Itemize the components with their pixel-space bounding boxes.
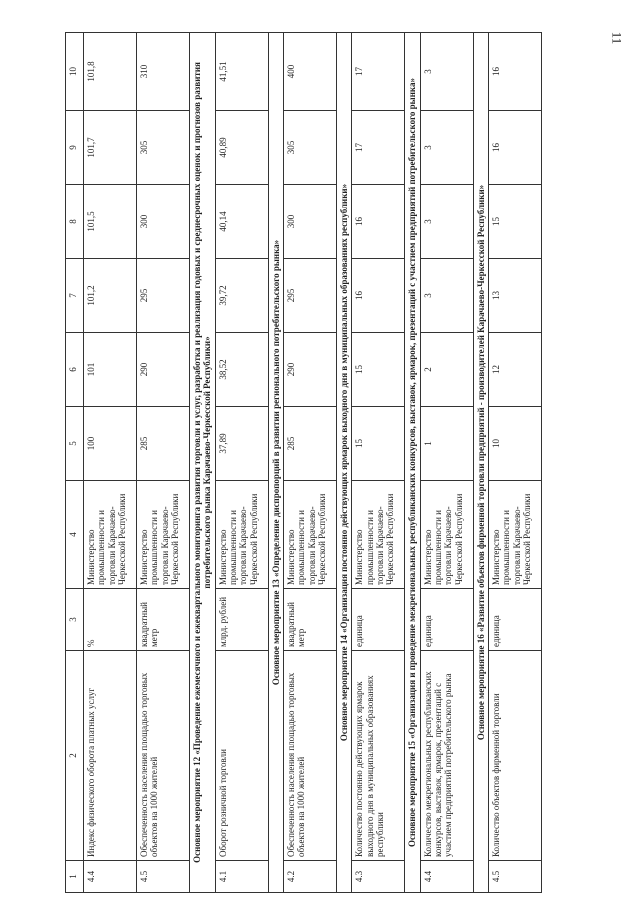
table-cell: единица: [352, 589, 405, 651]
table-cell: 101: [84, 333, 137, 407]
table-cell: 101,8: [84, 33, 137, 111]
table-cell: 39,72: [215, 259, 268, 333]
table-cell: 4.5: [489, 861, 542, 893]
table-row: [420, 33, 473, 893]
column-header: 10: [66, 33, 84, 111]
column-header: 1: [66, 861, 84, 893]
table-cell: 12: [489, 333, 542, 407]
table-cell: Министерство промышленности и торговли Карачаево-Черкесской Республики: [215, 481, 268, 589]
table-body: [84, 33, 542, 893]
table-cell: 285: [137, 407, 190, 481]
table-cell: 300: [284, 185, 337, 259]
table-cell: 41,51: [215, 33, 268, 111]
table-cell: 295: [284, 259, 337, 333]
table-cell: 17: [352, 33, 405, 111]
table-cell: квадратный метр: [284, 589, 337, 651]
table-cell: 40,89: [215, 111, 268, 185]
table-cell: млрд. рублей: [215, 589, 268, 651]
table-cell: 37,89: [215, 407, 268, 481]
table-cell: 40,14: [215, 185, 268, 259]
section-title: Основное мероприятие 13 «Определение диспропорций в развитии регионального потребительского рынка»: [268, 33, 283, 893]
section-title: Основное мероприятие 16 «Развитие объектов фирменной торговли предприятий - производителей Карачаево-Черкесской Республики»: [473, 33, 488, 893]
table-cell: 3: [420, 111, 473, 185]
table-cell: 16: [489, 111, 542, 185]
table-cell: 305: [284, 111, 337, 185]
table-cell: 15: [352, 333, 405, 407]
table-cell: 101,5: [84, 185, 137, 259]
table-cell: 17: [352, 111, 405, 185]
table-cell: Обеспеченность населения площадью торговых объектов на 1000 жителей: [284, 651, 337, 861]
table-cell: 310: [137, 33, 190, 111]
table-cell: 400: [284, 33, 337, 111]
table-cell: 15: [352, 407, 405, 481]
table-cell: 16: [489, 33, 542, 111]
table-cell: Министерство промышленности и торговли Карачаево-Черкесской Республики: [84, 481, 137, 589]
table-cell: квадратный метр: [137, 589, 190, 651]
table-cell: 4.3: [352, 861, 405, 893]
table-cell: %: [84, 589, 137, 651]
column-header: 8: [66, 185, 84, 259]
table-cell: Количество межрегиональных республиканских конкурсов, выставок, ярмарок, презентаций с участием предприятий потребительского рынка: [420, 651, 473, 861]
table-row: [215, 33, 268, 893]
table-cell: 305: [137, 111, 190, 185]
table-cell: 15: [489, 185, 542, 259]
table-cell: Оборот розничной торговли: [215, 651, 268, 861]
table-cell: 2: [420, 333, 473, 407]
section-title: Основное мероприятие 15 «Организация и проведение межрегиональных республиканских конкурсов, выставок, ярмарок, презентаций с участием предприятий потребительского рынка»: [405, 33, 420, 893]
section-row: [337, 33, 352, 893]
section-row: [268, 33, 283, 893]
table-cell: Количество объектов фирменной торговли: [489, 651, 542, 861]
table-cell: 1: [420, 407, 473, 481]
table-cell: 295: [137, 259, 190, 333]
table-cell: Количество постоянно действующих ярмарок выходного дня в муниципальных образованиях республики: [352, 651, 405, 861]
section-row: [190, 33, 216, 893]
table-cell: 290: [284, 333, 337, 407]
table-cell: Министерство промышленности и торговли Карачаево-Черкесской Республики: [284, 481, 337, 589]
table-row: [489, 33, 542, 893]
table-cell: Министерство промышленности и торговли Карачаево-Черкесской Республики: [352, 481, 405, 589]
table-cell: 13: [489, 259, 542, 333]
column-header: 6: [66, 333, 84, 407]
table-row: [284, 33, 337, 893]
section-row: [473, 33, 488, 893]
table-cell: единица: [489, 589, 542, 651]
table-cell: Министерство промышленности и торговли Карачаево-Черкесской Республики: [489, 481, 542, 589]
table-cell: 100: [84, 407, 137, 481]
column-header: 9: [66, 111, 84, 185]
table-cell: единица: [420, 589, 473, 651]
indicators-table: [65, 32, 542, 893]
table-cell: 3: [420, 259, 473, 333]
table-row: [84, 33, 137, 893]
header-row: [66, 33, 84, 893]
table-cell: Министерство промышленности и торговли Карачаево-Черкесской Республики: [137, 481, 190, 589]
column-header: 5: [66, 407, 84, 481]
rotated-table-wrapper: [65, 23, 585, 893]
column-header: 2: [66, 651, 84, 861]
table-cell: 16: [352, 185, 405, 259]
table-cell: Обеспеченность населения площадью торговых объектов на 1000 жителей: [137, 651, 190, 861]
table-row: [137, 33, 190, 893]
table-cell: 290: [137, 333, 190, 407]
table-cell: Индекс физического оборота платных услуг: [84, 651, 137, 861]
table-cell: 4.5: [137, 861, 190, 893]
table-row: [352, 33, 405, 893]
column-header: 3: [66, 589, 84, 651]
table-cell: 101,2: [84, 259, 137, 333]
table-cell: 4.4: [420, 861, 473, 893]
table-cell: 3: [420, 185, 473, 259]
table-cell: 285: [284, 407, 337, 481]
table-cell: 4.1: [215, 861, 268, 893]
section-row: [405, 33, 420, 893]
table-cell: 300: [137, 185, 190, 259]
table-cell: Министерство промышленности и торговли Карачаево-Черкесской Республики: [420, 481, 473, 589]
table-cell: 4.2: [284, 861, 337, 893]
table-cell: 3: [420, 33, 473, 111]
column-header: 4: [66, 481, 84, 589]
column-header: 7: [66, 259, 84, 333]
table-cell: 10: [489, 407, 542, 481]
table-cell: 4.4: [84, 861, 137, 893]
table-cell: 101,7: [84, 111, 137, 185]
table-cell: 16: [352, 259, 405, 333]
section-title: Основное мероприятие 14 «Организация постоянно действующих ярмарок выходного дня в муниципальных образованиях республики»: [337, 33, 352, 893]
section-title: Основное мероприятие 12 «Проведение ежемесячного и ежеквартального мониторинга развития торговли и услуг, разработка и реализация годовых и среднесрочных оценок и прогнозов развития потребительского рынка Карачаево-Черкесской Республики»: [190, 33, 216, 893]
table-cell: 38,52: [215, 333, 268, 407]
page-number: 11: [609, 31, 625, 45]
